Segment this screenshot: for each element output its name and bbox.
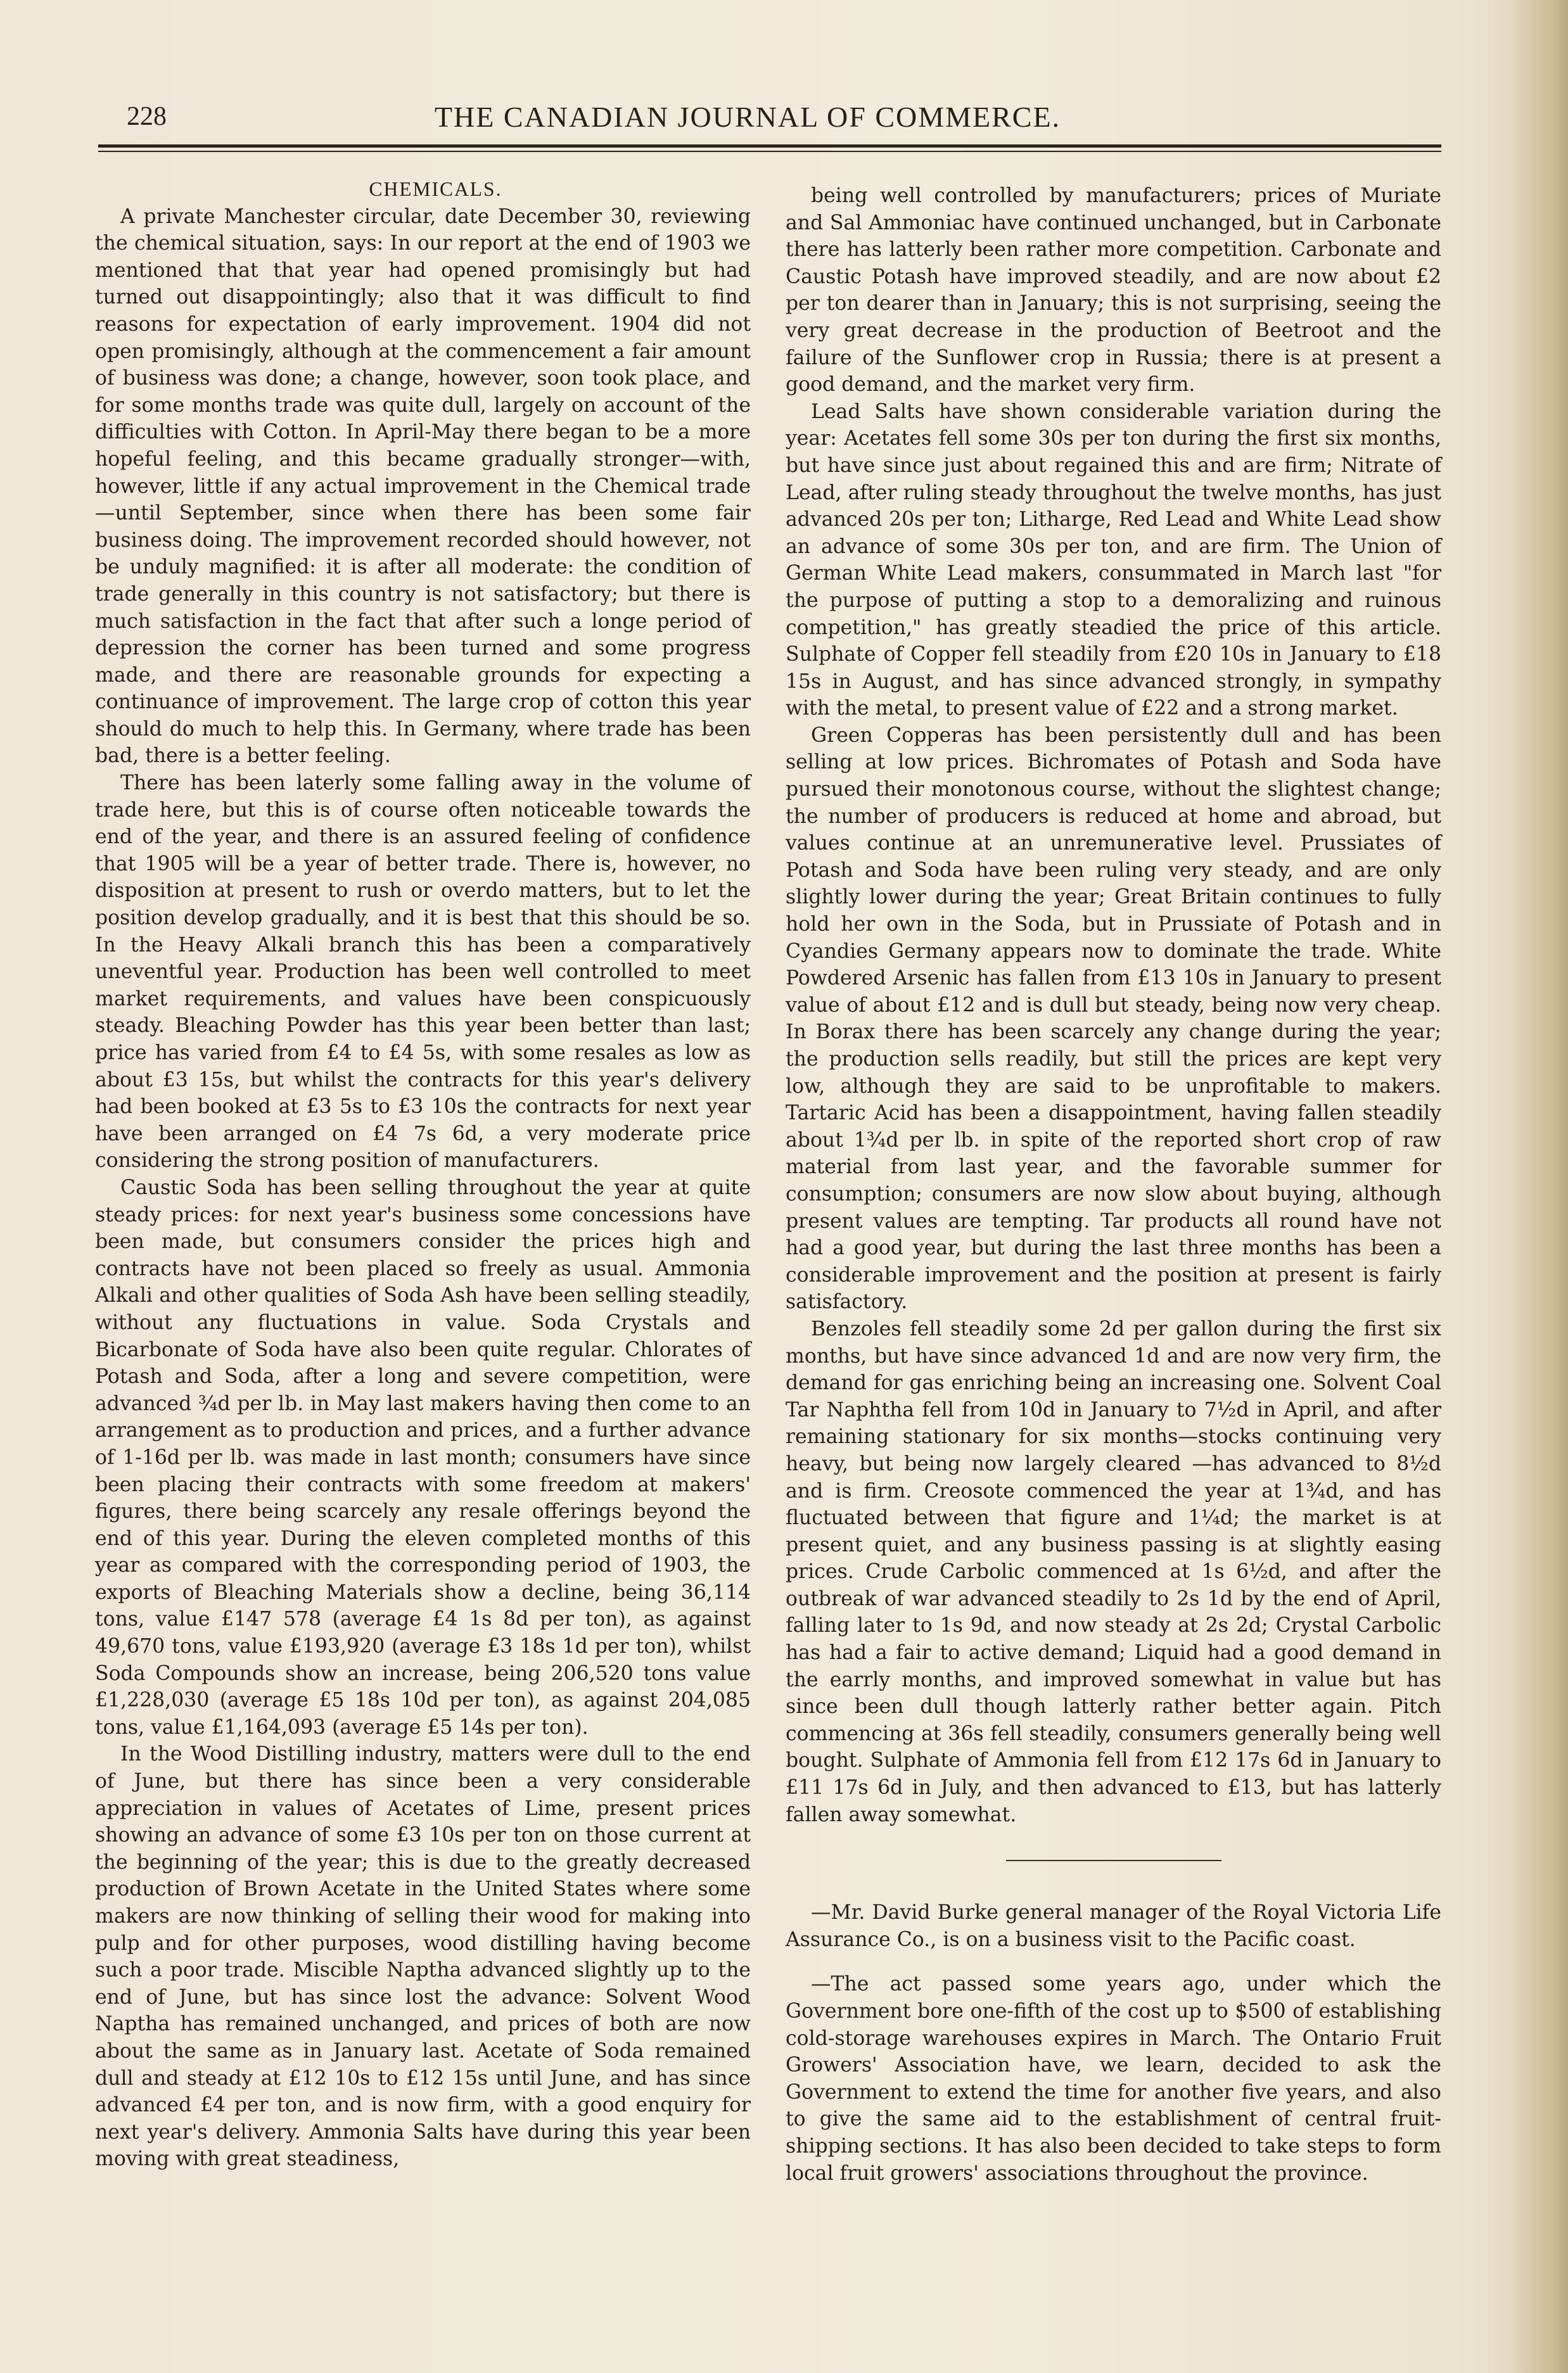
article-paragraph: A private Manchester circular, date December 30, reviewing the chemical situation, says: In our report at the end of 1903 we mentioned that that year had opened promisingly but had turned out disappointingly; also that it was difficult to find reasons for expectation of early improvement. 1904 did not open promisingly, although at the commencement a fair amount of business was done; a change, however, soon took place, and for some months trade was quite dull, largely on account of the difficulties with Cotton. In April-May there began to be a more hopeful feeling, and this became gradually stronger—with, however, little if any actual improvement in the Chemical trade—until September, since when there has been some fair business doing. The improvement recorded should however, not be unduly magnified: it is after all moderate: the condition of trade generally in this country is not satisfactory; but there is much satisfaction in the fact that after such a longe period of depression the corner has been turned and some progress made, and there are reasonable grounds for expecting a continuance of improvement. The large crop of cotton this year should do much to help this. In Germany, where trade has been bad, there is a better feeling. <box>95 205 751 768</box>
article-paragraph: There has been laterly some falling away in the volume of trade here, but this is of course often noticeable towards the end of the year, and there is an assured feeling of confidence that 1905 will be a year of better trade. There is, however, no disposition at present to rush or overdo matters, but to let the position develop gradually, and it is best that this should be so. In the Heavy Alkali branch this has been a comparatively uneventful year. Production has been well controlled to meet market requirements, and values have been conspicuously steady. Bleaching Powder has this year been better than last; price has varied from £4 to £4 5s, with some resales as low as about £3 15s, but whilst the contracts for this year's delivery had been booked at £3 5s to £3 10s the contracts for next year have been arranged on £4 7s 6d, a very moderate price considering the strong position of manufacturers. <box>95 772 751 1173</box>
article-paragraph: Benzoles fell steadily some 2d per gallon during the first six months, but have since advanced 1d and are now very firm, the demand for gas enriching being an increasing one. Solvent Coal Tar Naphtha fell from 10d in January to 7½d in April, and after remaining stationary for six months—stocks continuing very heavy, but being now largely cleared —has advanced to 8½d and is firm. Creosote commenced the year at 1¾d, and has fluctuated between that figure and 1¼d; the market is at present quiet, and any business passing is at slightly easing prices. Crude Carbolic commenced at 1s 6½d, and after the outbreak of war advanced steadily to 2s 1d by the end of April, falling later to 1s 9d, and now steady at 2s 2d; Crystal Carbolic has had a fair to active demand; Liquid had a good demand in the earrly months, and improved somewhat in value but has since been dull though latterly rather better again. Pitch commencing at 36s fell steadily, consumers generally being well bought. Sulphate of Ammonia fell from £12 17s 6d in January to £11 17s 6d in July, and then advanced to £13, but has latterly fallen away somewhat. <box>786 1317 1441 1826</box>
section-divider <box>1006 1860 1221 1861</box>
article-paragraph: being well controlled by manufacturers; prices of Muriate and Sal Ammoniac have continued unchanged, but in Carbonate there has latterly been rather more competition. Carbonate and Caustic Potash have improved steadily, and are now about £2 per ton dearer than in January; this is not surprising, seeing the very great decrease in the production of Beetroot and the failure of the Sunflower crop in Russia; there is at present a good demand, and the market very firm. <box>786 184 1441 397</box>
running-head: THE CANADIAN JOURNAL OF COMMERCE. <box>434 101 1061 133</box>
header-rule-thin <box>98 151 1441 152</box>
left-column <box>95 176 751 2173</box>
page-number: 228 <box>127 102 167 131</box>
news-note: —Mr. David Burke general manager of the Royal Victoria Life Assurance Co., is on a business visit to the Pacific coast. <box>786 1901 1441 1951</box>
page-edge-shadow <box>1511 0 1568 2373</box>
news-note: —The act passed some years ago, under which the Government bore one-fifth of the cost up to $500 of establishing cold-storage warehouses expires in March. The Ontario Fruit Growers' Association have, we learn, decided to ask the Government to extend the time for another five years, and also to give the same aid to the establishment of central fruit-shipping sections. It has also been decided to take steps to form local fruit growers' associations throughout the province. <box>786 1973 1441 2185</box>
article-paragraph: Caustic Soda has been selling throughout the year at quite steady prices: for next year's business some concessions have been made, but consumers consider the prices high and contracts have not been placed so freely as usual. Ammonia Alkali and other qualities of Soda Ash have been selling steadily, without any fluctuations in value. Soda Crystals and Bicarbonate of Soda have also been quite regular. Chlorates of Potash and Soda, after a long and severe competition, were advanced ¾d per lb. in May last makers having then come to an arrangement as to production and prices, and a further advance of 1-16d per lb. was made in last month; consumers have since been placing their contracts with some freedom at makers' figures, there being scarcely any resale offerings beyond the end of this year. During the eleven completed months of this year as compared with the corresponding period of 1903, the exports of Bleaching Materials show a decline, being 36,114 tons, value £147 578 (average £4 1s 8d per ton), as against 49,670 tons, value £193,920 (average £3 18s 1d per ton), whilst Soda Compounds show an increase, being 206,520 tons value £1,228,030 (average £5 18s 10d per ton), as against 204,085 tons, value £1,164,093 (average £5 14s per ton). <box>95 1176 751 1739</box>
article-paragraph: In the Wood Distilling industry, matters were dull to the end of June, but there has since been a very considerable appreciation in values of Acetates of Lime, present prices showing an advance of some £3 10s per ton on those current at the beginning of the year; this is due to the greatly decreased production of Brown Acetate in the United States where some makers are now thinking of selling their wood for making into pulp and for other purposes, wood distilling having become such a poor trade. Miscible Naptha advanced slightly up to the end of June, but has since lost the advance: Solvent Wood Naptha has remained unchanged, and prices of both are now about the same as in January last. Acetate of Soda remained dull and steady at £12 10s to £12 15s until June, and has since advanced £4 per ton, and is now firm, with a good enquiry for next year's delivery. Ammonia Salts have during this year been moving with great steadiness, <box>95 1743 751 2171</box>
article-title: CHEMICALS. <box>369 178 502 200</box>
header-rule-thick <box>98 144 1441 148</box>
right-column <box>786 182 1441 2204</box>
article-paragraph: Green Copperas has been persistently dull and has been selling at low prices. Bichromates of Potash and Soda have pursued their monotonous course, without the slightest change; the number of producers is reduced at home and abroad, but values continue at an unremunerative level. Prussiates of Potash and Soda have been ruling very steady, and are only slightly lower during the year; Great Britain continues to fully hold her own in the Soda, but in Prussiate of Potash and in Cyandies Germany appears now to dominate the trade. White Powdered Arsenic has fallen from £13 10s in January to present value of about £12 and is dull but steady, being now very cheap. In Borax there has been scarcely any change during the year; the production sells readily, but still the prices are kept very low, although they are said to be unprofitable to makers. Tartaric Acid has been a disappointment, having fallen steadily about 1¾d per lb. in spite of the reported short crop of raw material from last year, and the favorable summer for consumption; consumers are now slow about buying, although present values are tempting. Tar products all round have not had a good year, but during the last three months has been a considerable improvement and the position at present is fairly satisfactory. <box>786 723 1441 1314</box>
article-paragraph: Lead Salts have shown considerable variation during the year: Acetates fell some 30s per ton during the first six months, but have since just about regained this and are firm; Nitrate of Lead, after ruling steady throughout the twelve months, has just advanced 20s per ton; Litharge, Red Lead and White Lead show an advance of some 30s per ton, and are firm. The Union of German White Lead makers, consummated in March last "for the purpose of putting a stop to a demoralizing and ruinous competition," has greatly steadied the price of this article. Sulphate of Copper fell steadily from £20 10s in January to £18 15s in August, and has since advanced strongly, in sympathy with the metal, to present value of £22 and a strong market. <box>786 400 1441 720</box>
